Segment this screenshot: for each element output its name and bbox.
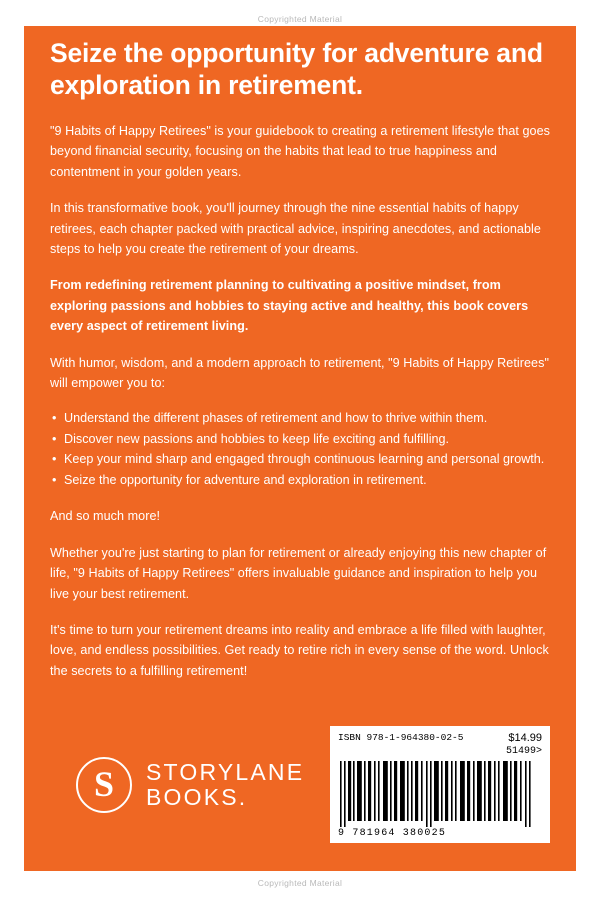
book-cover-panel: [24, 26, 576, 871]
publisher-logo: [76, 757, 304, 813]
price-text: $14.99: [508, 731, 542, 744]
list-intro-paragraph: With humor, wisdom, and a modern approach to retirement, "9 Habits of Happy Retirees" will empower you to:: [50, 355, 549, 390]
publisher-monogram-letter: S: [93, 764, 115, 804]
description-paragraph-1: "9 Habits of Happy Retirees" is your guidebook to creating a retirement lifestyle that goes beyond financial security, focusing on the habits that lead to true happiness and contentment in your golden years.: [50, 124, 551, 179]
barcode-block: [330, 726, 550, 843]
highlight-paragraph: From redefining retirement planning to cultivating a positive mindset, from exploring passions and hobbies to staying active and healthy, this book covers every aspect of retirement living.: [50, 278, 529, 334]
closing-paragraph-1: Whether you're just starting to plan for retirement or already enjoying this new chapter of life, "9 Habits of Happy Retirees" offers invaluable guidance and inspiration to help you live your best retirement.: [50, 545, 547, 601]
and-more-text: And so much more!: [50, 509, 161, 524]
cover-content: [50, 38, 550, 697]
price-code-text: 51499>: [505, 745, 542, 757]
ean-digits-text: 9 781964 380025: [338, 828, 447, 839]
barcode-header: [338, 732, 542, 758]
closing-paragraph-2: It's time to turn your retirement dreams into reality and embrace a life filled with laughter, love, and endless possibilities. Get ready to retire rich in every sense of the word. Unlock the secrets to a fulfilling retirement!: [50, 622, 549, 678]
publisher-name: [146, 758, 305, 810]
list-item: • Discover new passions and hobbies to keep life exciting and fulfilling.: [50, 430, 550, 450]
barcode-bars-icon: [338, 761, 542, 827]
description-paragraph-2: In this transformative book, you'll journey through the nine essential habits of happy retirees, each chapter packed with practical advice, inspiring anecdotes, and actionable steps to help you create the retirement of your dreams.: [50, 201, 541, 257]
isbn-text: ISBN 978-1-964380-02-5: [338, 731, 464, 743]
price-block: [506, 732, 542, 758]
benefits-list: [50, 409, 550, 490]
publisher-monogram-icon: [76, 757, 132, 813]
copyright-watermark-top: Copyrighted Material: [257, 14, 343, 24]
publisher-name-line1: STORYLANE: [146, 758, 305, 785]
list-item: • Seize the opportunity for adventure and exploration in retirement.: [50, 471, 550, 491]
page-title: Seize the opportunity for adventure and exploration in retirement.: [50, 38, 543, 100]
list-item: • Keep your mind sharp and engaged through continuous learning and personal growth.: [50, 450, 550, 470]
publisher-name-line2: BOOKS.: [146, 784, 248, 810]
copyright-watermark-bottom: Copyrighted Material: [257, 878, 343, 888]
list-item: • Understand the different phases of retirement and how to thrive within them.: [50, 409, 550, 429]
